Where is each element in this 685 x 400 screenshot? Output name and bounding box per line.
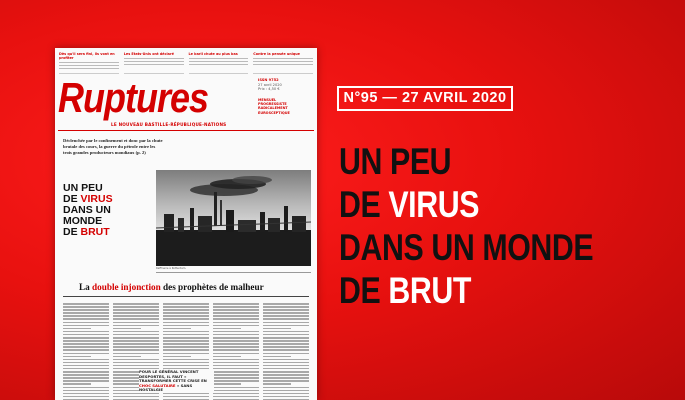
lead-text: DE [63,193,81,205]
newspaper-logo: Ruptures [58,74,209,122]
teaser-title: Les Etats-Unis ont déclaré [123,52,174,56]
headline-line [339,183,593,226]
teaser-title: Le baril chute au plus bas [188,52,238,56]
teaser-title: Contre la pensée unique [253,52,300,56]
headline-text: DE [339,184,389,225]
cover-lead-headline [63,183,143,238]
headline2-text: La [79,282,93,292]
pull-quote [139,370,214,393]
headline2-text: des prophètes de malheur [160,282,264,292]
headline-highlight: BRUT [388,270,471,311]
lead-text: DE [63,226,81,238]
refinery-illustration [156,170,311,266]
secondary-headline [79,282,264,292]
headline-line: UN PEU [339,141,452,182]
text-column [213,303,259,394]
headline2-highlight: double injonction [92,282,161,292]
teaser [59,52,119,74]
tagline-stack [258,98,290,115]
headline-text: DE [339,270,389,311]
lead-line [63,227,143,238]
issue-price: Prix : 4,50 € [258,87,280,92]
teaser [124,52,184,74]
lead-line: UN PEU [63,182,103,194]
text-column [63,303,109,394]
issue-label: ISSN 9752 [258,78,279,82]
tagline: EUROSCEPTIQUE [258,110,290,115]
tagline: MENSUEL [258,98,277,102]
pull-quote-text: POUR LE GÉNÉRAL VINCENT DESPORTES, IL FAUT « TRANSFORMER CETTE CRISE EN [139,369,207,384]
teaser-strip [59,52,313,74]
teaser-title: Dès qu'il sera fini, ils vont en profiter [59,52,115,60]
teaser [189,52,249,74]
text-column [263,303,309,394]
lead-highlight: BRUT [80,226,110,238]
teaser [253,52,313,74]
newspaper-subtitle: LE NOUVEAU BASTILLE-RÉPUBLIQUE-NATIONS [111,122,227,127]
lead-highlight: VIRUS [80,193,113,205]
newspaper-cover [55,48,317,400]
issue-date-small: 27 avril 2020 [258,82,282,87]
intro-paragraph: Déclenchée par le confinement et donc par la chute brutale des cours, la guerre du pétrole entre les trois grandes producteurs mondiaux (p. 2) [63,138,163,155]
pull-quote-highlight: CHOC SALUTAIRE [139,382,176,388]
masthead-rule [58,130,314,131]
headline-highlight: VIRUS [388,184,480,225]
issue-badge: N°95 — 27 AVRIL 2020 [337,86,513,111]
issue-info [258,78,282,92]
headline-line [339,269,593,312]
tagline: PROGRESSISTE [258,102,287,107]
headline-rule [63,296,309,297]
caption-text: Raffinerie à Rotterdam. [156,267,187,270]
headline-line: DANS UN MONDE [339,227,594,268]
tagline: RADICALEMENT [258,106,288,111]
photo-caption [156,267,311,273]
refinery-photo [156,170,311,266]
main-headline [339,140,593,312]
pull-quote-text: » SANS NOSTALGIE [139,382,193,393]
lead-line: DANS UN MONDE [63,204,111,227]
